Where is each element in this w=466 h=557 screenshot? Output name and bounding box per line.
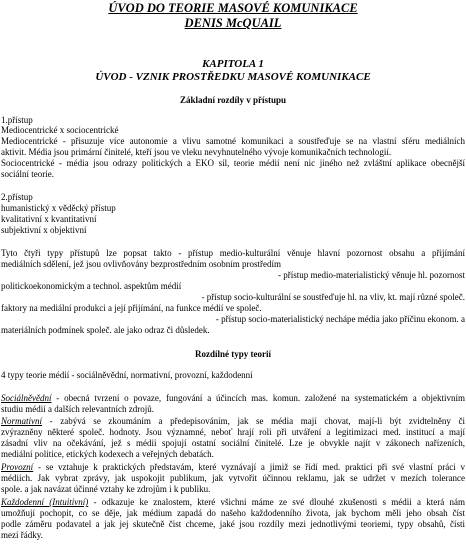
body-line: Mediocentrické x sociocentrické xyxy=(1,125,119,135)
body-line: Provozní - se vztahuje k praktických představám, které vyznávají a jimiž se řídí med. praktici při své vlastní práci v xyxy=(1,462,465,472)
body-line: zásadní vliv na očekávání, jež s médii spojují ostatní sociální činitelé. Lze je obvykle najít v zákonech nařízeních, xyxy=(1,438,465,448)
body-line: kvalitativní x kvantitativní xyxy=(1,214,97,224)
body-line: sociální teorie. xyxy=(1,169,54,179)
section-heading: Rozdílné typy teorií xyxy=(195,349,271,359)
body-line: mezi řádky. xyxy=(1,530,43,540)
body-line: 2.přístup xyxy=(1,192,33,202)
body-line: Mediocentrické - přisuzuje více autonomie a vlivu samotné komunikaci a soustřeďuje se na vlastní sféru mediálních xyxy=(1,136,465,146)
body-line: - přístup socio-materialistický nechápe média jako příčinu ekonom. a xyxy=(215,314,465,324)
body-line: mediální politice, etických kodexech a veřejných debatách. xyxy=(1,449,214,459)
section-heading: Základní rozdíly v přístupu xyxy=(179,95,287,105)
chapter-title: ÚVOD - VZNIK PROSTŘEDKU MASOVÉ KOMUNIKACE xyxy=(95,71,371,83)
body-line: Sociocentrické - média jsou odrazy politických a EKO sil, teorie médií není nic jiného než zvláštní aplikace obecnější xyxy=(1,158,465,168)
theory-term: Normativní xyxy=(1,416,43,426)
body-line: Normativní - zabývá se zkoumáním a předepisováním, jak se média mají chovat, mají-li být zvidtelněny či xyxy=(1,416,465,426)
body-line: umožňují pochopit, co se děje, jak médium zapadá do našeho každodenního života, jak bychom měli jeho obsah číst xyxy=(1,508,465,518)
theory-term: Provozní xyxy=(1,462,34,472)
body-line: materiálních podmínek společ. ale jako odraz či důsledek. xyxy=(1,325,210,335)
body-line: subjektivní x objektivní xyxy=(1,225,87,235)
body-line: - přístup medio-materialistický věnuje hl. pozornost xyxy=(278,270,465,280)
body-line: aktivit. Média jsou primární činitelé, kteří jsou ve vleku nevyhnutelného vývoje komunikačních technologií. xyxy=(1,147,392,157)
body-line: Sociálněvědní - obecná tvrzení o povaze, fungování a účincích mas. komun. založené na systematickém a objektivním xyxy=(1,393,465,403)
body-line: faktory na mediální produkci a její přijímání, na funkce médií ve společ. xyxy=(1,303,262,313)
body-line: politickoekonomickým a technol. aspektům médií xyxy=(1,281,182,291)
body-line: podle záměru podavatel a jak jej skutečně čist chceme, jaké jsou rozdíly mezi jednotlivými teoriemi, typy obsahů, čísti xyxy=(1,519,465,529)
body-line: Tyto čtyři typy přístupů lze popsat takto - přístup medio-kulturální věnuje hlavní pozornost obsahu a přijímání xyxy=(1,248,465,258)
body-line: studiu médií a dalších relevantních zdrojů. xyxy=(1,404,154,414)
body-line: 4 typy teorie médií - sociálněvědní, normativní, provozní, každodenní xyxy=(1,370,253,380)
body-line: Každodenní (Intuitivní) - odkazuje ke znalostem, které všichni máme ze své dlouhé zkušenosti s médii a která nám xyxy=(1,497,465,507)
body-line: zvýrazněny některé společ. hodnoty. Jsou významné, neboť hrají roli při utváření a legitimizaci med. institucí a mají xyxy=(1,427,465,437)
body-line: - přístup socio-kulturální se soustřeďuje hl. na vliv, kt. mají různé společ. xyxy=(201,292,465,302)
body-line: spole. a jak navázat účinné vztahy ke zdrojům i k publiku. xyxy=(1,484,211,494)
body-line: humanistický x věděcký přístup xyxy=(1,203,116,213)
theory-term: Každodenní (Intuitivní) xyxy=(1,497,89,507)
body-line: 1.přístup xyxy=(1,115,33,125)
body-line: mediálních sdělení, jež jsou ovlivňovány bezprostředním osobním prostředím xyxy=(1,259,281,269)
chapter-number: KAPITOLA 1 xyxy=(202,58,264,70)
document-author: DENIS McQUAIL xyxy=(184,16,282,30)
document-title: ÚVOD DO TEORIE MASOVÉ KOMUNIKACE xyxy=(108,1,358,15)
theory-term: Sociálněvědní xyxy=(1,393,52,403)
body-line: médiích. Jak vybrat zprávy, jak uspokojit publikum, jak vytvořit účinnou reklamu, jak se udržet v mezích tolerance xyxy=(1,473,465,483)
